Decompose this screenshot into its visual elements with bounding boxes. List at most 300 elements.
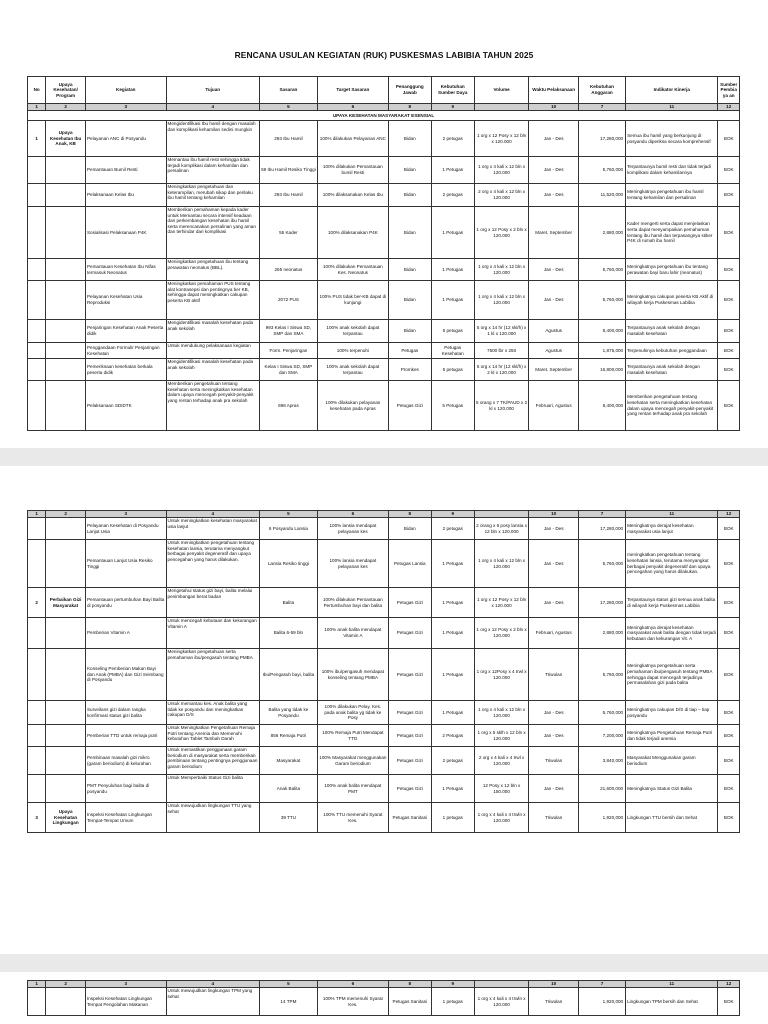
sumber-daya-cell: 1 Petugas [431,281,474,320]
table-row [28,320,740,343]
indikator-cell: Kader mengerti serta dapat menjelaskan serta dapat menyampaikan pemahaman tentang ibu hamil dan terpasangnya stiker P4K di rumah ibu hamil [626,207,718,259]
table-row [28,281,740,320]
header-sd: Kebutuhan Sumber Daya [431,77,474,104]
target-cell: 100% dilaksanakan P4K [317,207,388,259]
header-volume: Volume [474,77,529,104]
target-cell: 100% dilakukan Pelay. Kes. pada anak balita yg tidak ke Posy [317,701,388,725]
row-number [28,359,46,381]
table-body-page-2 [28,511,740,833]
sumber-daya-cell: 1 Petugas [431,157,474,184]
sumber-daya-cell: 1 Petugas [431,259,474,281]
row-number [28,207,46,259]
column-number: 5 [259,511,317,518]
penanggung-jawab-cell: Petugas Gizi [388,618,431,649]
header-indikator: Indikator Kinerja [626,77,718,104]
sumber-daya-cell: 2 petugas [431,184,474,207]
table-row [28,725,740,747]
sasaran-cell: 293 Ibu Hamil [259,121,317,157]
target-cell: 100% dilakukan Pemantauan Pertumbuhan bayi dan balita [317,588,388,618]
sumber-daya-cell: 1 Petugas [431,618,474,649]
volume-cell: 1 org x 12 Posy x 2 bln x 120.000 [474,618,529,649]
column-number [474,981,529,988]
waktu-cell: Jan - Des [529,184,578,207]
waktu-cell: Triwulan [529,803,578,833]
table-row [28,701,740,725]
penanggung-jawab-cell: Petugas Gizi [388,588,431,618]
column-number: 6 [317,981,388,988]
penanggung-jawab-cell: Bidan [388,518,431,540]
sumber-daya-cell: 5 petugas [431,359,474,381]
row-number [28,618,46,649]
ruk-table-page-1 [27,76,740,431]
waktu-cell: Jan - Des [529,588,578,618]
volume-cell: 5 org x 14 hr (12 skl/h) x 2 kl x 120.000 [474,359,529,381]
sumber-daya-cell: 1 Petugas [431,207,474,259]
target-cell: 100% anak balita mendapat PMT [317,775,388,803]
sumber-pembiayaan-cell: BOK [718,725,740,747]
anggaran-cell: 21,600,000 [578,775,625,803]
row-number [28,701,46,725]
column-number: 8 [388,511,431,518]
column-number: 9 [431,981,474,988]
row-number [28,259,46,281]
column-number: 12 [718,104,740,111]
sumber-pembiayaan-cell: BOK [718,540,740,588]
table-row [28,343,740,359]
volume-cell: 1 org x 4 kali x 12 bln x 120.000 [474,281,529,320]
indikator-cell: meningkatkan pengetahuan tentang kesehatan lansia, terutama menyangkut berbagai penyakit degeneratif dan upaya pencegahan yang harus dilakukan. [626,540,718,588]
waktu-cell: Februari, Agustus [529,381,578,431]
sasaran-cell: 2072 PUS [259,281,317,320]
anggaran-cell: 5,760,000 [578,540,625,588]
table-body-page-1 [28,104,740,431]
volume-cell: 2 org x 4 kali x 12 bln x 120.000 [474,184,529,207]
column-number: 2 [46,104,86,111]
sasaran-cell: Kelas I Siswa SD, SMP dan SMA [259,359,317,381]
tujuan-cell: Memberikan pemahaman kepada kader untuk Memantau secara intensif keadaan dan perkembangan kesehatan ibu hamil serta merencanakan persalinan yang aman dan terhindar dari komplikasi [166,207,259,259]
kegiatan-cell: Pemantauan Kesehatan Ibu Nifas termasuk Neonatus [85,259,166,281]
tujuan-cell: Mengetahui status gizi bayi, balita melalui penimbangan berat badan [166,588,259,618]
anggaran-cell: 5,760,000 [578,701,625,725]
sasaran-cell: 6 Posyandu Lansia [259,518,317,540]
anggaran-cell: 1,920,000 [578,988,625,1016]
indikator-cell: Meningkatnya pengetahuan serta pemahaman ibu/pengasuh tentang PMBA sehingga dapat mencegah terjadinya permasalahan gizi pada balita [626,649,718,701]
waktu-cell: Triwulan [529,988,578,1016]
anggaran-cell: 7,200,000 [578,725,625,747]
sumber-pembiayaan-cell: BOK [718,988,740,1016]
column-number: 11 [626,511,718,518]
anggaran-cell: 2,880,000 [578,207,625,259]
column-number: 1 [28,981,46,988]
waktu-cell: Triwulan [529,649,578,701]
target-cell: 100% lansia mendapat pelayanan kes [317,518,388,540]
volume-cell: 5 orang x 7 TK/PAUD x 2 kl x 120.000 [474,381,529,431]
table-row [28,803,740,833]
indikator-cell: Meningkatnya Status Gizi Balita [626,775,718,803]
tujuan-cell: Untuk mewujudkan lingkungan TTU yang sehat [166,803,259,833]
sasaran-cell: Form. Penjaringan [259,343,317,359]
target-cell: 100% dilaksanakan Kelas Ibu [317,184,388,207]
sumber-daya-cell: 1 Petugas [431,701,474,725]
target-cell: 100% PUS tidak ber-KB dapat di kunjungi [317,281,388,320]
sumber-daya-cell: 1 Petugas [431,775,474,803]
indikator-cell: Terpantaunya anak sekolah dengan masalah kesehatan [626,320,718,343]
anggaran-cell: 16,800,000 [578,359,625,381]
program-cell [46,207,86,259]
tujuan-cell: Meningkatkan pengetahuan dan keterampilan, merubah sikap dan perilaku ibu hamil tentang kehamilan [166,184,259,207]
indikator-cell: Terpantaunya status gizi semua anak balita di wilayah kerja Puskesmas Labibia [626,588,718,618]
sasaran-cell: 993 Kelas I Siswa SD, SMP dan SMA [259,320,317,343]
document-title: RENCANA USULAN KEGIATAN (RUK) PUSKESMAS LABIBIA TAHUN 2025 [234,50,534,60]
volume-cell: 2 orang x 6 posy lansia x 12 bln x 120.000 [474,518,529,540]
header-target: Target Sasaran [317,77,388,104]
penanggung-jawab-cell: Promkes [388,359,431,381]
column-number: 6 [317,511,388,518]
sasaran-cell: 265 neonatus [259,259,317,281]
anggaran-cell: 5,760,000 [578,649,625,701]
document-page-3 [0,972,768,1024]
penanggung-jawab-cell: Petugas Lansia [388,540,431,588]
kegiatan-cell: Penjaringan Kesehatan Anak Peserta didik [85,320,166,343]
penanggung-jawab-cell: Petugas Sanitasi [388,803,431,833]
sasaran-cell: 55 Kader [259,207,317,259]
volume-cell: 1 org x 12 Posy x 12 bln x 120.000 [474,121,529,157]
program-cell [46,988,86,1016]
anggaran-cell: 11,520,000 [578,184,625,207]
sasaran-cell: 14 TPM [259,988,317,1016]
penanggung-jawab-cell: Bidan [388,207,431,259]
indikator-cell: Meningkatnya Pengetahuan Remaja Putri dan tidak terjadi anemia [626,725,718,747]
tujuan-cell: Mengidentifikasi Ibu hamil dengan masalah dan komplikasi kehamilan sedini mungkin [166,121,259,157]
penanggung-jawab-cell: Petugas Gizi [388,701,431,725]
tujuan-cell: Memberikan pengetahuan tentang kesehatan serta meningkatkan kesehatan dalam upaya mencegah penyakit-penyakit yang rentan terhadap anak pra sekolah [166,381,259,431]
header-no: No [28,77,46,104]
sumber-pembiayaan-cell: BOK [718,775,740,803]
row-number [28,747,46,775]
column-number: 4 [166,511,259,518]
column-number: 6 [317,104,388,111]
column-number: 9 [431,104,474,111]
indikator-cell: Masyarakat Menggunakan garam beriodium [626,747,718,775]
row-number [28,649,46,701]
sasaran-cell: Balita 6-59 bln [259,618,317,649]
row-number [28,518,46,540]
tujuan-cell: Untuk meningkatkan pengetahuan tentang kesehatan lansia, terutama menyangkut berbagai penyakit degeneratif dan upaya pencegahan yang harus dilakukan. [166,540,259,588]
column-number: 10 [529,104,578,111]
anggaran-cell: 8,400,000 [578,320,625,343]
sumber-daya-cell: 1 petugas [431,988,474,1016]
kegiatan-cell: Penggandaan Formulir Penjaringan Kesehatan [85,343,166,359]
program-cell [46,725,86,747]
sumber-pembiayaan-cell: BOK [718,281,740,320]
penanggung-jawab-cell: Bidan [388,259,431,281]
waktu-cell: Jan - Des [529,259,578,281]
sumber-pembiayaan-cell: BOK [718,588,740,618]
volume-cell: 1 org x 12 Posy x 12 bln x 120.000 [474,588,529,618]
indikator-cell: Meningkatnya cakupan peserta KB Aktif di wilayah kerja Puskesmas Labibia [626,281,718,320]
tujuan-cell: Untuk meningkatkan kesehatan masyarakat usia lanjut [166,518,259,540]
target-cell: 100% anak balita mendapat Vitamin A [317,618,388,649]
column-number: 7 [578,104,625,111]
kegiatan-cell: PMT Penyuluhan bagi balita di posyandu [85,775,166,803]
row-number [28,281,46,320]
row-number [28,343,46,359]
sumber-daya-cell: 5 petugas [431,320,474,343]
column-number: 7 [578,511,625,518]
tujuan-cell: Untuk mencegah kebutaan dan kekurangan Vitamin A [166,618,259,649]
header-program: Upaya Kesehatan/ Program [46,77,86,104]
indikator-cell: Terpantaunya bumil resti dan tidak terjadi komplikasi dalam kehamilannya [626,157,718,184]
sasaran-cell: Lansia Resiko tinggi [259,540,317,588]
anggaran-cell: 5,760,000 [578,259,625,281]
table-row [28,618,740,649]
tujuan-cell: Mengidentifikasi masalah kesehatan pada anak sekolah [166,320,259,343]
ruk-table-page-3 [27,980,740,1016]
kegiatan-cell: Pembinaan masalah gizi mikro (garam beriodium) di kelurahan [85,747,166,775]
program-cell [46,157,86,184]
column-number-row [28,511,740,518]
program-cell [46,343,86,359]
waktu-cell: Agustus [529,320,578,343]
table-row [28,988,740,1016]
program-cell [46,701,86,725]
kegiatan-cell: Pemantauan Bumil Resti [85,157,166,184]
penanggung-jawab-cell: Bidan [388,281,431,320]
volume-cell: 12 Posy x 12 bln x 150.000 [474,775,529,803]
row-number: 1 [28,121,46,157]
table-row [28,518,740,540]
sumber-pembiayaan-cell: BOK [718,157,740,184]
tujuan-cell: Meningkatkan pengetahuan serta pemahaman ibu/pengasuh tentang PMBA [166,649,259,701]
target-cell: 100% Masyarakat menggunakan Garam beriodium [317,747,388,775]
indikator-cell: Memberikan pengetahuan tentang kesehatan serta meningkatkan kesehatan dalam upaya mencegah penyakit-penyakit yang rentan terhadap anak pra sekolah [626,381,718,431]
sumber-daya-cell: 2 petugas [431,747,474,775]
penanggung-jawab-cell: Bidan [388,320,431,343]
column-number: 2 [46,981,86,988]
waktu-cell: Jan - Des [529,701,578,725]
tujuan-cell: Untuk Meningkatkan Pengetahuan Remaja Putri tentang Anemia dan Memenuhi kebutuhan Tablet Tambah Darah [166,725,259,747]
penanggung-jawab-cell: Petugas Gizi [388,747,431,775]
sumber-pembiayaan-cell: BOK [718,518,740,540]
row-number [28,775,46,803]
tujuan-cell: Untuk mendukung pelaksanaan kegiatan [166,343,259,359]
waktu-cell: Jan - Des [529,775,578,803]
table-row [28,121,740,157]
anggaran-cell: 17,280,000 [578,121,625,157]
volume-cell: 1 org x 12 Posy x 2 bln x 120.000 [474,207,529,259]
waktu-cell: Triwulan [529,747,578,775]
sumber-pembiayaan-cell: BOK [718,259,740,281]
program-cell [46,540,86,588]
program-cell: Perbaikan Gizi Masyarakat [46,588,86,618]
waktu-cell: Agustus [529,343,578,359]
table-row [28,588,740,618]
sasaran-cell: Masyarakat [259,747,317,775]
sasaran-cell: 59 Ibu Hamil Resiko Tinggi [259,157,317,184]
header-sasaran: Sasaran [259,77,317,104]
target-cell: 100% dilakukan Pelayanan ANC [317,121,388,157]
column-number: 4 [166,981,259,988]
sasaran-cell: Balita yang tidak ke Posyandu [259,701,317,725]
kegiatan-cell: Pemberian TTD untuk remaja putri [85,725,166,747]
column-number: 2 [46,511,86,518]
kegiatan-cell: Surveilans gizi dalam rangka konfirmasi status gizi balita [85,701,166,725]
kegiatan-cell: Inspeksi Kesehatan Lingkungan Tempat Pengolahan Makanan [85,988,166,1016]
target-cell: 100% lansia mendapat pelayanan kes [317,540,388,588]
waktu-cell: Jan - Des [529,281,578,320]
program-cell [46,320,86,343]
row-number [28,725,46,747]
column-number: 12 [718,981,740,988]
penanggung-jawab-cell: Petugas [388,343,431,359]
kegiatan-cell: Konseling Pemberian Makan Bayi dan Anak (PMBA) dan Gizi Seimbang di Posyandu [85,649,166,701]
sumber-daya-cell: 1 Petugas [431,540,474,588]
sumber-daya-cell: Petugas Kesehatan [431,343,474,359]
row-number: 2 [28,588,46,618]
waktu-cell: Maret, September [529,359,578,381]
program-cell: Upaya Kesehatan Lingkungan [46,803,86,833]
row-number [28,988,46,1016]
column-number-row [28,104,740,111]
column-number [474,104,529,111]
column-number: 3 [85,981,166,988]
anggaran-cell: 1,875,000 [578,343,625,359]
column-number: 5 [259,104,317,111]
penanggung-jawab-cell: Bidan [388,157,431,184]
anggaran-cell: 17,280,000 [578,518,625,540]
volume-cell: 7500 lbr x 250 [474,343,529,359]
waktu-cell: Jan - Des [529,157,578,184]
tujuan-cell: Untuk memantau kes. Anak balita yang tidak ke posyandu dan meningkatkan cakupan D/S [166,701,259,725]
penanggung-jawab-cell: Bidan [388,121,431,157]
column-number: 1 [28,511,46,518]
volume-cell: 1 org x 4 kali x 4 trwln x 120.000 [474,803,529,833]
anggaran-cell: 1,920,000 [578,803,625,833]
volume-cell: 1 org x 4 kali x 12 bln x 120.000 [474,259,529,281]
sumber-pembiayaan-cell: BOK [718,343,740,359]
volume-cell: 5 org x 14 hr (12 skl/h) x 1 kl x 120.000 [474,320,529,343]
indikator-cell: Meningkatnya pengetahuan ibu hamil tentang kehamilan dan persalinan [626,184,718,207]
target-cell: 100% dilakukan Pemantauan Kes. Neonatus [317,259,388,281]
program-cell [46,359,86,381]
column-number: 10 [529,981,578,988]
anggaran-cell: 8,400,000 [578,381,625,431]
sumber-daya-cell: 2 petugas [431,518,474,540]
kegiatan-cell: Pemantauan Lanjut Usia Resiko Tinggi [85,540,166,588]
table-row [28,381,740,431]
waktu-cell: Jan - Des [529,518,578,540]
penanggung-jawab-cell: Petugas Gizi [388,725,431,747]
tujuan-cell: Memantau ibu hamil resti sehingga tidak terjadi komplikasi dalam kehamilan dan persalinan [166,157,259,184]
column-number: 3 [85,104,166,111]
indikator-cell: Meningkatnya cakupan D/S di tiap – tiap posyandu [626,701,718,725]
sumber-pembiayaan-cell: BOK [718,320,740,343]
anggaran-cell: 5,760,000 [578,157,625,184]
kegiatan-cell: Pelaksanaan SDIDTK [85,381,166,431]
section-row [28,111,740,121]
header-waktu: Waktu Pelaksanaan [529,77,578,104]
column-number: 5 [259,981,317,988]
tujuan-cell: Untuk Memperbaiki Status Gizi balita [166,775,259,803]
sumber-daya-cell: 2 Petugas [431,725,474,747]
table-row [28,259,740,281]
tujuan-cell: Meningkatkan pengetahuan ibu tentang perawatan neonatus (BBL). [166,259,259,281]
penanggung-jawab-cell: Bidan [388,184,431,207]
target-cell: 100% dilakukan pelayanan kesehatan pada Apras [317,381,388,431]
target-cell: 100% TPM memenuhi Syarat Kes. [317,988,388,1016]
indikator-cell: Meningkatnya pengetahuan ibu tentang perawatan bayi baru lahir (neonatus) [626,259,718,281]
column-number-row [28,981,740,988]
column-number: 1 [28,104,46,111]
row-number: 3 [28,803,46,833]
kegiatan-cell: Pemantauan pertumbuhan Bayi Balita di posyandu [85,588,166,618]
sasaran-cell: Balita [259,588,317,618]
sumber-pembiayaan-cell: BOK [718,207,740,259]
waktu-cell: Jan - Des [529,540,578,588]
target-cell: 100% anak sekolah dapat terpantau [317,320,388,343]
kegiatan-cell: Pelayanan Kesehatan di Posyandu Lanjut Usia [85,518,166,540]
volume-cell: 1 org x 12Posy x 4 trwl x 120.000 [474,649,529,701]
sumber-pembiayaan-cell: BOK [718,649,740,701]
penanggung-jawab-cell: Petugas Sanitasi [388,988,431,1016]
program-cell [46,649,86,701]
column-number: 7 [578,981,625,988]
sumber-pembiayaan-cell: BOK [718,803,740,833]
volume-cell: 1 org x 4 kali x 4 trwln x 120.000 [474,988,529,1016]
section-title: UPAYA KESEHATAN MASYARAKAT ESENSIAL [28,111,740,121]
ruk-table-page-2 [27,510,740,833]
sumber-pembiayaan-cell: BOK [718,618,740,649]
anggaran-cell: 17,280,000 [578,588,625,618]
sumber-daya-cell: 1 Petugas [431,588,474,618]
row-number [28,184,46,207]
document-page-2 [0,466,768,954]
target-cell: 100% terpenuhi [317,343,388,359]
indikator-cell: Meningkatnya derajat kesehatan masyarakat usia lanjut [626,518,718,540]
sasaran-cell: 293 Ibu Hamil [259,184,317,207]
table-row [28,207,740,259]
indikator-cell: Terpantaunya anak sekolah dengan masalah kesehatan [626,359,718,381]
kegiatan-cell: Inspeksi Kesehatan Lingkungan Tempat-Tempat Umum [85,803,166,833]
table-row [28,184,740,207]
tujuan-cell: Untuk mewujudkan lingkungan TPM yang sehat [166,988,259,1016]
waktu-cell: Jan - Des [529,725,578,747]
kegiatan-cell: Pemeriksaan kesehatan berkala peserta didik [85,359,166,381]
sumber-pembiayaan-cell: BOK [718,359,740,381]
penanggung-jawab-cell: Petugas Gizi [388,775,431,803]
row-number [28,381,46,431]
waktu-cell: Februari, Agustus [529,618,578,649]
program-cell [46,184,86,207]
column-number: 11 [626,981,718,988]
kegiatan-cell: Pelayanan Kesehatan Usia Reproduksi [85,281,166,320]
indikator-cell: Lingkungan TTU bersih dan Sehat [626,803,718,833]
indikator-cell: Semua ibu hamil yang berkunjung di posyandu diperiksa secara komprehensif [626,121,718,157]
table-row [28,359,740,381]
column-number: 8 [388,104,431,111]
sumber-daya-cell: 1 petugas [431,803,474,833]
target-cell: 100% Remaja Putri Mendapat TTD [317,725,388,747]
program-cell [46,775,86,803]
column-number: 9 [431,511,474,518]
header-anggaran: Kebutuhan Anggaran [578,77,625,104]
header-row [28,77,740,104]
waktu-cell: Jan - Des [529,121,578,157]
sumber-pembiayaan-cell: BOK [718,184,740,207]
table-row [28,649,740,701]
column-number: 3 [85,511,166,518]
indikator-cell: Lingkungan TPM bersih dan Sehat [626,988,718,1016]
